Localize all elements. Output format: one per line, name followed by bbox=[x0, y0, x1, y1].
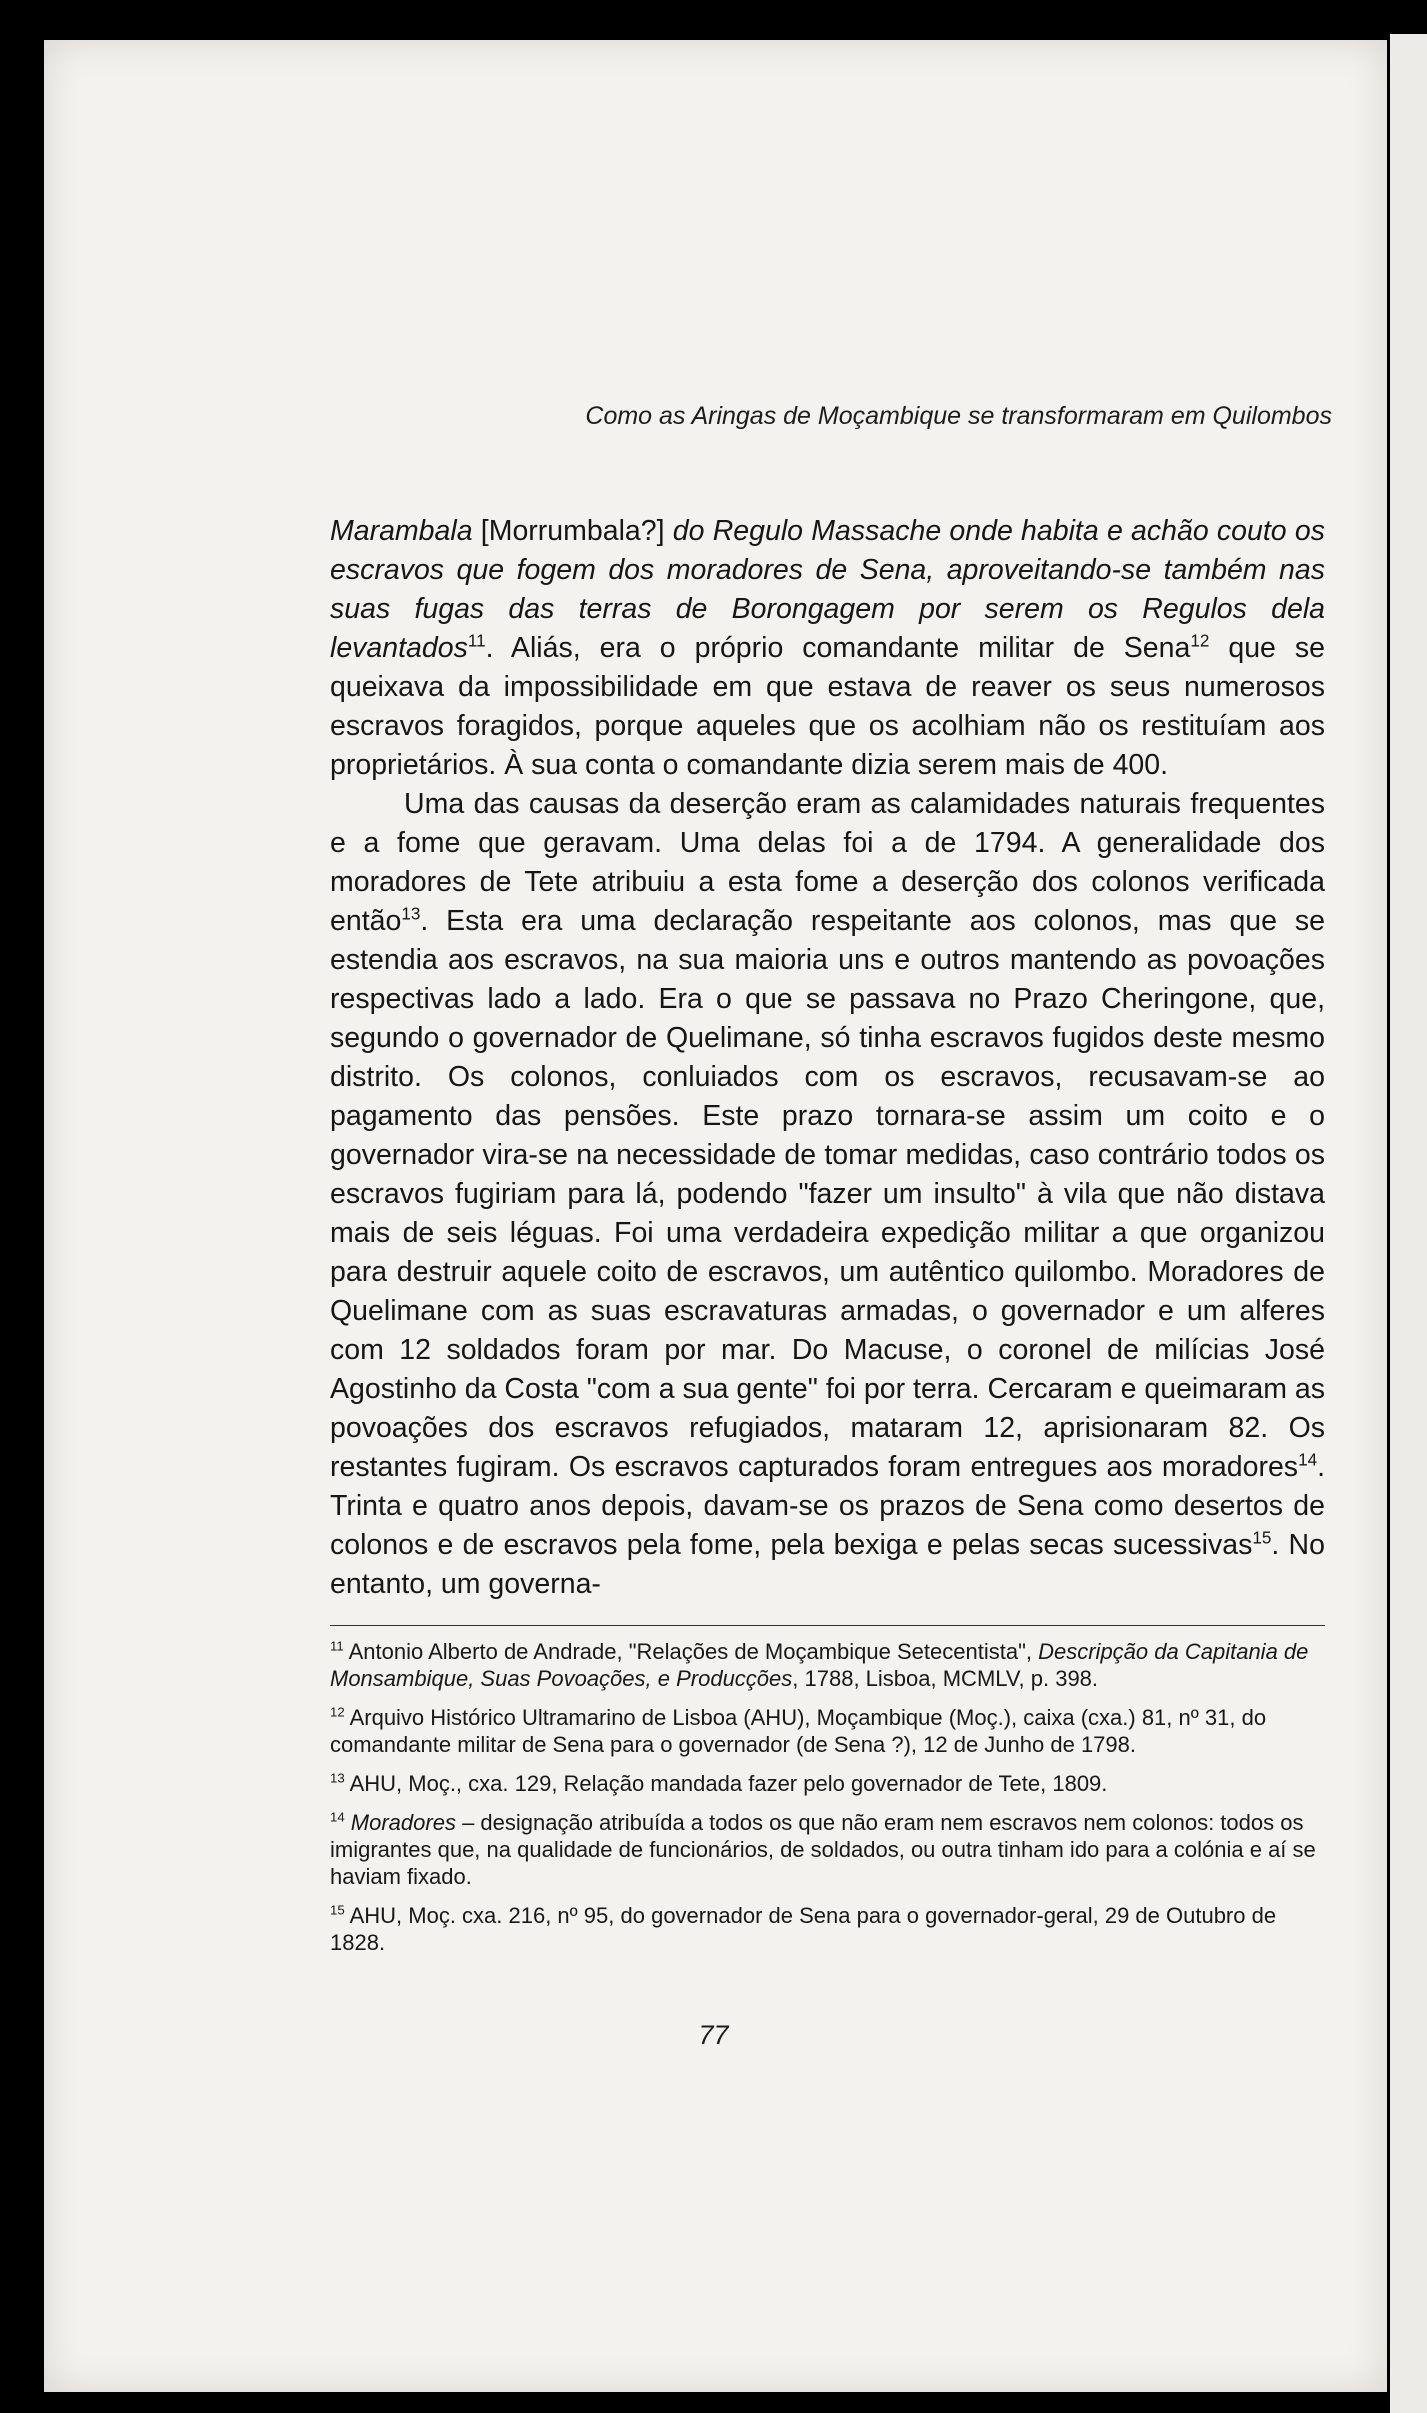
footnote-ref-13[interactable]: 13 bbox=[401, 904, 421, 924]
adjacent-page-edge bbox=[1390, 34, 1427, 2413]
footnote-italic: Descripção da Capitania de Monsambique, Suas Povoações, e Producções bbox=[330, 1639, 1309, 1691]
paragraph-2 bbox=[330, 785, 1325, 1604]
footnote-ref-15[interactable]: 15 bbox=[1252, 1528, 1272, 1548]
footnote-text: , 1788, Lisboa, MCMLV, p. 398. bbox=[792, 1666, 1099, 1691]
quotation: do Regulo Massache onde habita e achão couto os escravos que fogem dos moradores de Sena, aproveitando-se também nas suas fugas das terras de Borongagem por serem os Regulos dela levantados bbox=[330, 515, 1325, 664]
footnote-number: 11 bbox=[330, 1638, 344, 1654]
footnote-text: AHU, Moç., cxa. 129, Relação mandada fazer pelo governador de Tete, 1809. bbox=[349, 1771, 1108, 1796]
footnote-italic: Moradores bbox=[350, 1810, 456, 1835]
footnote-number: 15 bbox=[330, 1902, 345, 1918]
footnote-ref-12[interactable]: 12 bbox=[1190, 631, 1210, 651]
footnote-divider bbox=[330, 1625, 1325, 1626]
footnote-13 bbox=[330, 1770, 1325, 1797]
footnote-number: 12 bbox=[330, 1704, 345, 1720]
footnote-number: 13 bbox=[330, 1770, 345, 1786]
paragraph-2-text-c: . Trinta e quatro anos depois, davam-se os prazos de Sena como desertos de colonos e de escravos pela fome, pela bexiga e pelas secas sucessivas bbox=[330, 1451, 1325, 1561]
footnote-text: Arquivo Histórico Ultramarino de Lisboa (AHU), Moçambique (Moç.), caixa (cxa.) 81, nº 31, do comandante militar de Sena para o governador (de Sena ?), 12 de Junho de 1798. bbox=[330, 1705, 1267, 1757]
page-number: 77 bbox=[698, 2020, 729, 2050]
paragraph-1-text-a: . Aliás, era o próprio comandante militar de Sena bbox=[485, 632, 1191, 664]
footnote-ref-14[interactable]: 14 bbox=[1298, 1450, 1318, 1470]
paragraph-2-text-a: Uma das causas da deserção eram as calamidades naturais frequentes e a fome que geravam. Uma delas foi a de 1794. A generalidade dos moradores de Tete atribuiu a esta fome a deserção dos colonos verificada então bbox=[330, 788, 1325, 937]
paragraph-1-text-b: que se queixava da impossibilidade em que estava de reaver os seus numerosos escravos foragidos, porque aqueles que os acolhiam não os restituíam aos proprietários. À sua conta o comandante dizia serem mais de 400. bbox=[330, 632, 1325, 781]
footnote-12 bbox=[330, 1704, 1325, 1758]
paragraph-2-text-b: . Esta era uma declaração respeitante aos colonos, mas que se estendia aos escravos, na sua maioria uns e outros mantendo as povoações respectivas lado a lado. Era o que se passava no Prazo Cheringone, que, segundo o governador de Quelimane, só tinha escravos fugidos deste mesmo distrito. Os colonos, conluiados com os escravos, recusavam-se ao pagamento das pensões. Este prazo tornara-se assim um coito e o governador vira-se na necessidade de tomar medidas, caso contrário todos os escravos fugiriam para lá, podendo "fazer um insulto" à vila que não distava mais de seis léguas. Foi uma verdadeira expedição militar a que organizou para destruir aquele coito de escravos, um autêntico quilombo. Moradores de Quelimane com as suas escravaturas armadas, o governador e um alferes com 12 soldados foram por mar. Do Macuse, o coronel de milícias José Agostinho da Costa "com a sua gente" foi por terra. Cercaram e queimaram as povoações dos escravos refugiados, mataram 12, aprisionaram 82. Os restantes fugiram. Os escravos capturados foram entregues aos moradores bbox=[330, 905, 1325, 1483]
footnote-ref-11[interactable]: 11 bbox=[467, 631, 486, 651]
footnotes bbox=[330, 1638, 1325, 1968]
footnote-text: – designação atribuída a todos os que não eram nem escravos nem colonos: todos os imigrantes que, na qualidade de funcionários, de soldados, ou outra tinham ido para a colónia e aí se haviam fixado. bbox=[330, 1810, 1316, 1889]
footnote-number: 14 bbox=[330, 1809, 345, 1825]
paragraph-1 bbox=[330, 512, 1325, 785]
paragraph-2-text-d: . No entanto, um governa- bbox=[330, 1529, 1325, 1600]
body-text bbox=[330, 512, 1325, 1604]
footnote-14 bbox=[330, 1809, 1325, 1890]
footnote-15 bbox=[330, 1902, 1325, 1956]
footnote-11 bbox=[330, 1638, 1325, 1692]
bracket-note: [Morrumbala?] bbox=[472, 515, 673, 547]
running-header: Como as Aringas de Moçambique se transformaram em Quilombos bbox=[585, 402, 1332, 430]
footnote-text: AHU, Moç. cxa. 216, nº 95, do governador de Sena para o governador-geral, 29 de Outubro de 1828. bbox=[330, 1903, 1277, 1955]
footnote-text: Antonio Alberto de Andrade, "Relações de Moçambique Setecentista", bbox=[348, 1639, 1039, 1664]
place-name: Marambala bbox=[330, 515, 473, 547]
